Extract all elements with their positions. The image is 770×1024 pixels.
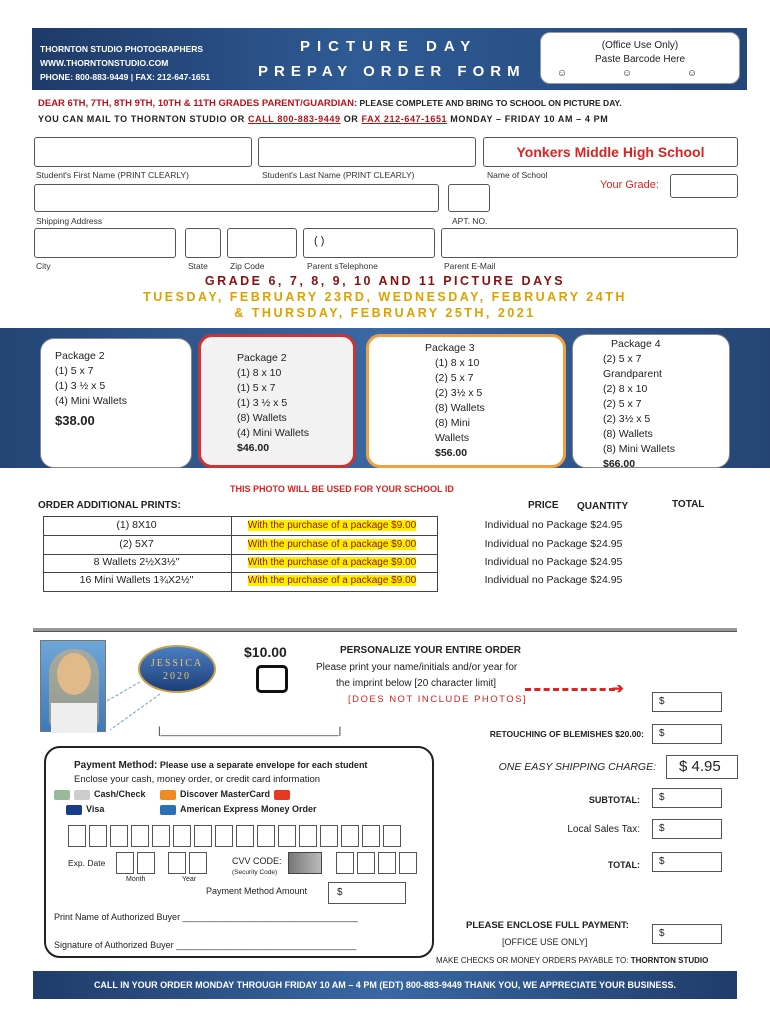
- card-digit[interactable]: [299, 825, 317, 847]
- cvv-card-icon: [288, 852, 322, 874]
- card-digit[interactable]: [362, 825, 380, 847]
- card-digit[interactable]: [236, 825, 254, 847]
- package-item: (1) 8 x 10: [237, 367, 282, 379]
- enclose-payment-label: PLEASE ENCLOSE FULL PAYMENT:: [466, 920, 629, 931]
- intro-mail: YOU CAN MAIL TO THORNTON STUDIO OR: [38, 114, 249, 124]
- exp-month-digit[interactable]: [137, 852, 155, 874]
- phone-label: Parent sTelephone: [307, 261, 378, 271]
- intro-line1: [38, 98, 622, 109]
- exp-year-digit[interactable]: [189, 852, 207, 874]
- card-digit[interactable]: [68, 825, 86, 847]
- city-input[interactable]: [34, 228, 176, 258]
- card-digit[interactable]: [215, 825, 233, 847]
- additional-prints-heading: ORDER ADDITIONAL PRINTS:: [38, 500, 181, 511]
- print-item: 16 Mini Wallets 1¾X2½": [79, 574, 194, 586]
- address-input[interactable]: [34, 184, 439, 212]
- package-item: (8) Wallets: [603, 428, 653, 440]
- personalize-checkbox[interactable]: [256, 665, 288, 693]
- package-item: (2) 3½ x 5: [603, 413, 651, 425]
- signature-line[interactable]: Signature of Authorized Buyer ____________________________________: [54, 940, 357, 950]
- checks-payable-text: MAKE CHECKS OR MONEY ORDERS PAYABLE TO:: [436, 956, 629, 965]
- package-item: (1) 3 ½ x 5: [237, 397, 288, 409]
- payment-enclose: Enclose your cash, money order, or credit card information: [74, 774, 321, 785]
- package-card-2[interactable]: [198, 334, 356, 468]
- payment-heading: [74, 760, 367, 771]
- package-price: $66.00: [603, 458, 636, 470]
- sample-student-photo: [40, 640, 106, 732]
- total-box[interactable]: $: [652, 852, 722, 872]
- state-label: State: [188, 261, 208, 271]
- intro-line2: [38, 114, 608, 124]
- card-digit[interactable]: [173, 825, 191, 847]
- apt-label: APT. NO.: [452, 216, 488, 226]
- shipping-value: $ 4.95: [666, 755, 738, 779]
- card-digit[interactable]: [89, 825, 107, 847]
- cvv-digit[interactable]: [357, 852, 375, 874]
- payment-amount-input[interactable]: $: [328, 882, 406, 904]
- first-name-input[interactable]: [34, 137, 252, 167]
- subtotal-box[interactable]: $: [652, 788, 722, 808]
- intro-hours: MONDAY – FRIDAY 10 AM – 4 PM: [447, 114, 609, 124]
- email-label: Parent E-Mail: [444, 261, 496, 271]
- total-column-header: TOTAL: [672, 499, 705, 510]
- subtotal-label: SUBTOTAL:: [588, 795, 640, 805]
- title-line2: PREPAY ORDER FORM: [258, 63, 526, 80]
- intro-fax: FAX 212-647-1651: [361, 114, 448, 124]
- office-use-label: (Office Use Only): [601, 40, 679, 51]
- tax-label: Local Sales Tax:: [567, 824, 640, 835]
- package-card-1[interactable]: [40, 338, 192, 468]
- exp-year-digit[interactable]: [168, 852, 186, 874]
- package-price: $38.00: [55, 413, 95, 428]
- payee-name: THORNTON STUDIO: [630, 956, 709, 965]
- card-digit[interactable]: [110, 825, 128, 847]
- mastercard-icon: [274, 790, 290, 800]
- card-digit[interactable]: [341, 825, 359, 847]
- discover-icon: [160, 790, 176, 800]
- amex-icon: [160, 805, 176, 815]
- retouch-box[interactable]: $: [652, 724, 722, 744]
- cash-label: Cash/Check: [94, 789, 146, 799]
- amex-label: American Express Money Order: [180, 804, 317, 814]
- discover-label: Discover MasterCard: [180, 789, 271, 799]
- exp-month-digit[interactable]: [116, 852, 134, 874]
- arrow-right-icon: ➔: [612, 680, 624, 696]
- last-name-label: Student's Last Name (PRINT CLEARLY): [262, 170, 415, 180]
- last-name-input[interactable]: [258, 137, 476, 167]
- cvv-label: CVV CODE:: [232, 856, 282, 866]
- school-name-field[interactable]: Yonkers Middle High School: [483, 137, 738, 167]
- package-item: (2) 8 x 10: [603, 383, 648, 395]
- package-item: (8) Mini Wallets: [435, 417, 471, 444]
- photo-id-note: THIS PHOTO WILL BE USED FOR YOUR SCHOOL ID: [230, 484, 454, 494]
- zip-label: Zip Code: [230, 261, 265, 271]
- card-digit[interactable]: [320, 825, 338, 847]
- imprint-sample-name: JESSICA: [150, 658, 204, 669]
- security-code-label: (Security Code): [232, 869, 278, 876]
- school-label: Name of School: [487, 170, 548, 180]
- footer-banner: CALL IN YOUR ORDER MONDAY THROUGH FRIDAY 10 AM – 4 PM (EDT) 800-883-9449 THANK YOU, WE APPRECIATE YOUR BUSINESS.: [33, 971, 737, 999]
- cvv-digit[interactable]: [336, 852, 354, 874]
- package-item: (8) Wallets: [435, 402, 485, 414]
- package-item: (8) Wallets: [237, 412, 287, 424]
- package-item: (8) Mini Wallets: [603, 443, 675, 455]
- card-digit[interactable]: [152, 825, 170, 847]
- intro-call: CALL 800-883-9449: [248, 114, 341, 124]
- card-digit[interactable]: [383, 825, 401, 847]
- package-name: Package 3: [425, 342, 475, 354]
- cvv-digit[interactable]: [399, 852, 417, 874]
- tax-box[interactable]: $: [652, 819, 722, 839]
- card-digit[interactable]: [278, 825, 296, 847]
- package-item: (2) 5 x 7 Grandparent: [603, 353, 662, 380]
- package-price: $46.00: [237, 442, 270, 454]
- grade-label: Your Grade:: [600, 179, 659, 191]
- intro-or: OR: [340, 114, 362, 124]
- with-package-price: With the purchase of a package $9.00: [247, 539, 417, 550]
- package-item: (2) 5 x 7: [603, 398, 642, 410]
- card-digit[interactable]: [257, 825, 275, 847]
- package-item: (1) 5 x 7: [237, 382, 276, 394]
- with-package-price: With the purchase of a package $9.00: [247, 557, 417, 568]
- enclosed-amount-box[interactable]: $: [652, 924, 722, 944]
- zip-input[interactable]: [227, 228, 297, 258]
- visa-option[interactable]: [66, 804, 104, 815]
- package-name: Package 4: [611, 338, 661, 350]
- package-name: Package 2: [237, 352, 287, 364]
- personalize-line2: the imprint below [20 character limit]: [336, 678, 497, 689]
- amex-option[interactable]: [160, 804, 317, 815]
- no-package-price: Individual no Package $24.95: [484, 556, 623, 568]
- exp-date-label: Exp. Date: [68, 858, 106, 868]
- no-package-price: Individual no Package $24.95: [484, 574, 623, 586]
- quantity-column-header: QUANTITY: [577, 501, 629, 512]
- email-input[interactable]: [441, 228, 738, 258]
- price-column-header: PRICE: [528, 500, 559, 511]
- state-input[interactable]: [185, 228, 221, 258]
- title-line1: PICTURE DAY: [300, 38, 478, 55]
- company-name: THORNTON STUDIO PHOTOGRAPHERS: [40, 44, 204, 54]
- grade-input[interactable]: [670, 174, 738, 198]
- company-info: [40, 42, 210, 84]
- barcode-box: [540, 32, 740, 84]
- package-item: (1) 8 x 10: [435, 357, 480, 369]
- visa-icon: [66, 805, 82, 815]
- package-price: $56.00: [435, 447, 468, 459]
- package-item: (2) 3½ x 5: [435, 387, 483, 399]
- card-digit[interactable]: [194, 825, 212, 847]
- smiley-icons: ☺ ☺ ☺: [556, 68, 724, 79]
- picture-days-title: GRADE 6, 7, 8, 9, 10 AND 11 PICTURE DAYS: [204, 274, 566, 288]
- package-item: (4) Mini Wallets: [237, 427, 309, 439]
- cvv-digit[interactable]: [378, 852, 396, 874]
- card-digit[interactable]: [131, 825, 149, 847]
- no-package-price: Individual no Package $24.95: [484, 519, 623, 531]
- intro-greeting: DEAR 6TH, 7TH, 8TH 9TH, 10TH & 11TH GRADES PARENT/GUARDIAN:: [38, 98, 358, 109]
- personalize-note: [DOES NOT INCLUDE PHOTOS]: [348, 694, 528, 705]
- section-divider: [33, 628, 737, 632]
- intro-instruction: PLEASE COMPLETE AND BRING TO SCHOOL ON PICTURE DAY.: [357, 98, 622, 108]
- personalize-line1: Please print your name/initials and/or year for: [316, 662, 518, 673]
- no-package-price: Individual no Package $24.95: [484, 538, 623, 550]
- cash-icon: [54, 790, 70, 800]
- company-contact: PHONE: 800-883-9449 | FAX: 212-647-1651: [40, 72, 211, 82]
- shipping-label: ONE EASY SHIPPING CHARGE:: [498, 761, 656, 773]
- package-item: (4) Mini Wallets: [55, 395, 127, 407]
- package-name: Package 2: [55, 350, 105, 362]
- personalize-price: $10.00: [244, 644, 287, 660]
- package-card-4[interactable]: [572, 334, 730, 468]
- checks-payable: [436, 956, 708, 965]
- print-item: (2) 5X7: [119, 538, 154, 550]
- print-name-line[interactable]: Print Name of Authorized Buyer ___________________________________: [54, 912, 358, 922]
- picture-days-dates2: & THURSDAY, FEBRUARY 25TH, 2021: [234, 306, 536, 320]
- year-label: Year: [182, 876, 197, 883]
- discover-option[interactable]: [160, 789, 294, 800]
- check-icon: [74, 790, 90, 800]
- phone-input[interactable]: ( ): [303, 228, 435, 258]
- office-use-only-label: [OFFICE USE ONLY]: [502, 937, 588, 947]
- paste-barcode-label: Paste Barcode Here: [594, 54, 686, 65]
- company-website: WWW.THORNTONSTUDIO.COM: [40, 58, 169, 68]
- imprint-line[interactable]: |________________________________|: [158, 726, 342, 737]
- visa-label: Visa: [86, 804, 105, 814]
- total-label: TOTAL:: [607, 860, 640, 870]
- imprint-sample-year: 2020: [163, 671, 191, 682]
- personalize-total-box[interactable]: $: [652, 692, 722, 712]
- arrow-dashes: [525, 688, 615, 691]
- payment-heading-bold: Payment Method:: [74, 760, 158, 771]
- picture-days-dates1: TUESDAY, FEBRUARY 23RD, WEDNESDAY, FEBRUARY 24TH: [143, 290, 627, 304]
- with-package-price: With the purchase of a package $9.00: [247, 520, 417, 531]
- payment-heading-rest: Please use a separate envelope for each student: [157, 760, 368, 770]
- personalize-heading: PERSONALIZE YOUR ENTIRE ORDER: [340, 645, 521, 656]
- print-item: (1) 8X10: [116, 519, 157, 531]
- city-label: City: [36, 261, 51, 271]
- package-item: (1) 5 x 7: [55, 365, 94, 377]
- print-item: 8 Wallets 2½X3½": [93, 556, 180, 568]
- month-label: Month: [126, 876, 146, 883]
- address-label: Shipping Address: [36, 216, 103, 226]
- cash-option[interactable]: [54, 789, 146, 800]
- first-name-label: Student's First Name (PRINT CLEARLY): [36, 170, 189, 180]
- package-card-3[interactable]: [366, 334, 566, 468]
- retouch-label: RETOUCHING OF BLEMISHES $20.00:: [489, 729, 644, 739]
- with-package-price: With the purchase of a package $9.00: [247, 575, 417, 586]
- package-item: (2) 5 x 7: [435, 372, 474, 384]
- payment-amount-label: Payment Method Amount: [206, 886, 308, 896]
- apt-input[interactable]: [448, 184, 490, 212]
- package-item: (1) 3 ½ x 5: [55, 380, 106, 392]
